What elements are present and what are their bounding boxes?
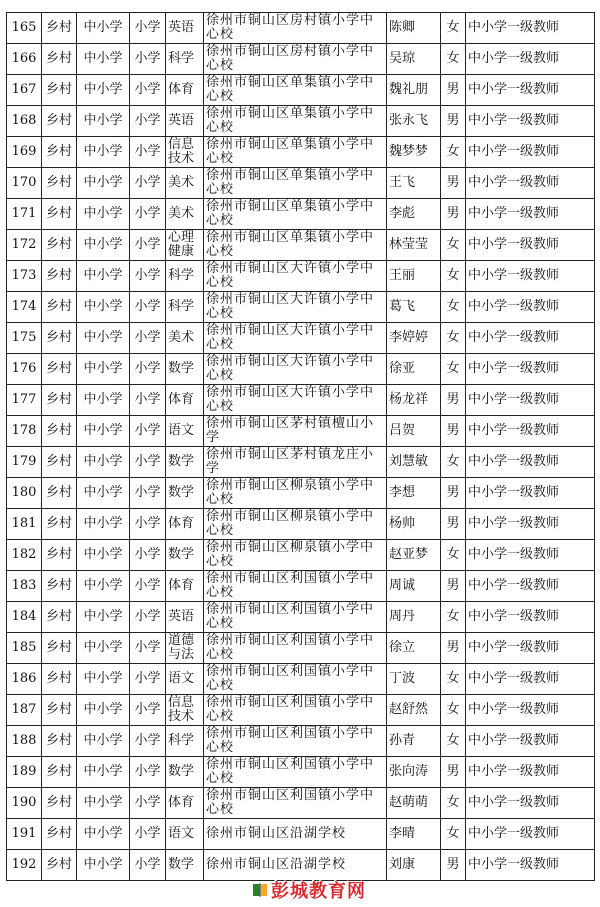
- row-number: 165: [7, 13, 42, 44]
- subject-cell: 美术: [166, 323, 204, 354]
- stage-cell: 小学: [130, 726, 166, 757]
- row-number: 186: [7, 664, 42, 695]
- school-cell: 徐州市铜山区茅村镇檀山小学: [204, 416, 387, 447]
- title-cell: 中小学一级教师: [466, 75, 595, 106]
- gender-cell: 女: [441, 726, 466, 757]
- title-cell: 中小学一级教师: [466, 540, 595, 571]
- table-row: [7, 230, 595, 261]
- row-number: 180: [7, 478, 42, 509]
- level-cell: 中小学: [77, 292, 130, 323]
- level-cell: 中小学: [77, 509, 130, 540]
- row-number: 166: [7, 44, 42, 75]
- area-cell: 乡村: [42, 788, 77, 819]
- gender-cell: 女: [441, 602, 466, 633]
- area-cell: 乡村: [42, 664, 77, 695]
- school-cell: 徐州市铜山区柳泉镇小学中心校: [204, 509, 387, 540]
- stage-cell: 小学: [130, 230, 166, 261]
- school-cell: 徐州市铜山区单集镇小学中心校: [204, 137, 387, 168]
- level-cell: 中小学: [77, 168, 130, 199]
- book-logo-icon: [252, 882, 268, 898]
- table-row: [7, 416, 595, 447]
- gender-cell: 男: [441, 106, 466, 137]
- area-cell: 乡村: [42, 292, 77, 323]
- subject-cell: 数学: [166, 540, 204, 571]
- gender-cell: 女: [441, 44, 466, 75]
- subject-cell: 语文: [166, 416, 204, 447]
- school-cell: 徐州市铜山区单集镇小学中心校: [204, 168, 387, 199]
- school-cell: 徐州市铜山区房村镇小学中心校: [204, 44, 387, 75]
- title-cell: 中小学一级教师: [466, 788, 595, 819]
- name-cell: 李晴: [387, 819, 441, 850]
- stage-cell: 小学: [130, 261, 166, 292]
- name-cell: 李婷婷: [387, 323, 441, 354]
- stage-cell: 小学: [130, 13, 166, 44]
- school-cell: 徐州市铜山区大许镇小学中心校: [204, 261, 387, 292]
- title-cell: 中小学一级教师: [466, 509, 595, 540]
- subject-cell: 美术: [166, 168, 204, 199]
- area-cell: 乡村: [42, 571, 77, 602]
- table-row: [7, 757, 595, 788]
- level-cell: 中小学: [77, 571, 130, 602]
- stage-cell: 小学: [130, 509, 166, 540]
- title-cell: 中小学一级教师: [466, 695, 595, 726]
- subject-cell: 数学: [166, 757, 204, 788]
- subject-cell: 语文: [166, 664, 204, 695]
- area-cell: 乡村: [42, 726, 77, 757]
- table-row: [7, 726, 595, 757]
- gender-cell: 女: [441, 819, 466, 850]
- school-cell: 徐州市铜山区沿湖学校: [204, 850, 387, 881]
- school-cell: 徐州市铜山区利国镇小学中心校: [204, 695, 387, 726]
- title-cell: 中小学一级教师: [466, 757, 595, 788]
- area-cell: 乡村: [42, 44, 77, 75]
- area-cell: 乡村: [42, 106, 77, 137]
- area-cell: 乡村: [42, 416, 77, 447]
- level-cell: 中小学: [77, 664, 130, 695]
- gender-cell: 男: [441, 633, 466, 664]
- subject-cell: 数学: [166, 850, 204, 881]
- table-row: [7, 850, 595, 881]
- subject-cell: 体育: [166, 788, 204, 819]
- level-cell: 中小学: [77, 726, 130, 757]
- title-cell: 中小学一级教师: [466, 385, 595, 416]
- title-cell: 中小学一级教师: [466, 571, 595, 602]
- gender-cell: 女: [441, 540, 466, 571]
- school-cell: 徐州市铜山区单集镇小学中心校: [204, 75, 387, 106]
- table-row: [7, 571, 595, 602]
- school-cell: 徐州市铜山区利国镇小学中心校: [204, 788, 387, 819]
- table-row: [7, 168, 595, 199]
- table-row: [7, 664, 595, 695]
- title-cell: 中小学一级教师: [466, 199, 595, 230]
- school-cell: 徐州市铜山区房村镇小学中心校: [204, 13, 387, 44]
- subject-cell: 科学: [166, 292, 204, 323]
- title-cell: 中小学一级教师: [466, 44, 595, 75]
- table-row: [7, 509, 595, 540]
- subject-cell: 道德与法: [166, 633, 204, 664]
- title-cell: 中小学一级教师: [466, 323, 595, 354]
- school-cell: 徐州市铜山区利国镇小学中心校: [204, 571, 387, 602]
- row-number: 188: [7, 726, 42, 757]
- row-number: 168: [7, 106, 42, 137]
- row-number: 182: [7, 540, 42, 571]
- area-cell: 乡村: [42, 602, 77, 633]
- table-row: [7, 478, 595, 509]
- table-row: [7, 788, 595, 819]
- school-cell: 徐州市铜山区单集镇小学中心校: [204, 106, 387, 137]
- name-cell: 丁波: [387, 664, 441, 695]
- level-cell: 中小学: [77, 478, 130, 509]
- name-cell: 孙青: [387, 726, 441, 757]
- row-number: 184: [7, 602, 42, 633]
- gender-cell: 女: [441, 664, 466, 695]
- gender-cell: 男: [441, 75, 466, 106]
- gender-cell: 女: [441, 261, 466, 292]
- level-cell: 中小学: [77, 757, 130, 788]
- row-number: 190: [7, 788, 42, 819]
- title-cell: 中小学一级教师: [466, 230, 595, 261]
- area-cell: 乡村: [42, 850, 77, 881]
- stage-cell: 小学: [130, 664, 166, 695]
- row-number: 189: [7, 757, 42, 788]
- gender-cell: 男: [441, 509, 466, 540]
- area-cell: 乡村: [42, 323, 77, 354]
- title-cell: 中小学一级教师: [466, 168, 595, 199]
- row-number: 187: [7, 695, 42, 726]
- name-cell: 吴琼: [387, 44, 441, 75]
- gender-cell: 男: [441, 199, 466, 230]
- name-cell: 王丽: [387, 261, 441, 292]
- name-cell: 杨帅: [387, 509, 441, 540]
- title-cell: 中小学一级教师: [466, 106, 595, 137]
- gender-cell: 男: [441, 385, 466, 416]
- stage-cell: 小学: [130, 106, 166, 137]
- gender-cell: 男: [441, 478, 466, 509]
- school-cell: 徐州市铜山区单集镇小学中心校: [204, 230, 387, 261]
- row-number: 174: [7, 292, 42, 323]
- gender-cell: 女: [441, 137, 466, 168]
- watermark: [252, 877, 366, 903]
- subject-cell: 语文: [166, 819, 204, 850]
- title-cell: 中小学一级教师: [466, 13, 595, 44]
- gender-cell: 女: [441, 292, 466, 323]
- school-cell: 徐州市铜山区利国镇小学中心校: [204, 757, 387, 788]
- stage-cell: 小学: [130, 571, 166, 602]
- level-cell: 中小学: [77, 819, 130, 850]
- gender-cell: 女: [441, 447, 466, 478]
- stage-cell: 小学: [130, 199, 166, 230]
- level-cell: 中小学: [77, 13, 130, 44]
- title-cell: 中小学一级教师: [466, 447, 595, 478]
- area-cell: 乡村: [42, 633, 77, 664]
- school-cell: 徐州市铜山区大许镇小学中心校: [204, 385, 387, 416]
- subject-cell: 英语: [166, 106, 204, 137]
- title-cell: 中小学一级教师: [466, 602, 595, 633]
- name-cell: 赵亚梦: [387, 540, 441, 571]
- table-row: [7, 261, 595, 292]
- row-number: 177: [7, 385, 42, 416]
- row-number: 181: [7, 509, 42, 540]
- row-number: 179: [7, 447, 42, 478]
- watermark-text: 彭城教育网: [271, 881, 366, 902]
- row-number: 183: [7, 571, 42, 602]
- gender-cell: 女: [441, 695, 466, 726]
- title-cell: 中小学一级教师: [466, 478, 595, 509]
- table-row: [7, 602, 595, 633]
- table-row: [7, 695, 595, 726]
- row-number: 173: [7, 261, 42, 292]
- area-cell: 乡村: [42, 261, 77, 292]
- school-cell: 徐州市铜山区大许镇小学中心校: [204, 354, 387, 385]
- title-cell: 中小学一级教师: [466, 664, 595, 695]
- table-row: [7, 354, 595, 385]
- name-cell: 葛飞: [387, 292, 441, 323]
- name-cell: 徐亚: [387, 354, 441, 385]
- gender-cell: 女: [441, 354, 466, 385]
- gender-cell: 男: [441, 571, 466, 602]
- subject-cell: 体育: [166, 571, 204, 602]
- level-cell: 中小学: [77, 199, 130, 230]
- stage-cell: 小学: [130, 292, 166, 323]
- table-body: [7, 13, 595, 881]
- name-cell: 张向涛: [387, 757, 441, 788]
- name-cell: 刘康: [387, 850, 441, 881]
- subject-cell: 科学: [166, 44, 204, 75]
- title-cell: 中小学一级教师: [466, 416, 595, 447]
- stage-cell: 小学: [130, 602, 166, 633]
- level-cell: 中小学: [77, 447, 130, 478]
- school-cell: 徐州市铜山区茅村镇龙庄小学: [204, 447, 387, 478]
- area-cell: 乡村: [42, 447, 77, 478]
- subject-cell: 美术: [166, 199, 204, 230]
- stage-cell: 小学: [130, 137, 166, 168]
- name-cell: 魏梦梦: [387, 137, 441, 168]
- table-row: [7, 385, 595, 416]
- table-row: [7, 323, 595, 354]
- teacher-table: [6, 12, 595, 881]
- level-cell: 中小学: [77, 75, 130, 106]
- level-cell: 中小学: [77, 540, 130, 571]
- subject-cell: 英语: [166, 602, 204, 633]
- name-cell: 周诚: [387, 571, 441, 602]
- level-cell: 中小学: [77, 788, 130, 819]
- gender-cell: 男: [441, 757, 466, 788]
- level-cell: 中小学: [77, 323, 130, 354]
- gender-cell: 女: [441, 230, 466, 261]
- table-row: [7, 75, 595, 106]
- stage-cell: 小学: [130, 75, 166, 106]
- row-number: 169: [7, 137, 42, 168]
- stage-cell: 小学: [130, 416, 166, 447]
- level-cell: 中小学: [77, 850, 130, 881]
- row-number: 170: [7, 168, 42, 199]
- subject-cell: 数学: [166, 447, 204, 478]
- level-cell: 中小学: [77, 44, 130, 75]
- stage-cell: 小学: [130, 633, 166, 664]
- subject-cell: 信息技术: [166, 137, 204, 168]
- row-number: 191: [7, 819, 42, 850]
- level-cell: 中小学: [77, 416, 130, 447]
- table-row: [7, 13, 595, 44]
- title-cell: 中小学一级教师: [466, 819, 595, 850]
- name-cell: 陈卿: [387, 13, 441, 44]
- level-cell: 中小学: [77, 354, 130, 385]
- area-cell: 乡村: [42, 478, 77, 509]
- stage-cell: 小学: [130, 323, 166, 354]
- stage-cell: 小学: [130, 447, 166, 478]
- title-cell: 中小学一级教师: [466, 726, 595, 757]
- stage-cell: 小学: [130, 385, 166, 416]
- area-cell: 乡村: [42, 137, 77, 168]
- school-cell: 徐州市铜山区利国镇小学中心校: [204, 664, 387, 695]
- school-cell: 徐州市铜山区大许镇小学中心校: [204, 292, 387, 323]
- gender-cell: 女: [441, 323, 466, 354]
- school-cell: 徐州市铜山区单集镇小学中心校: [204, 199, 387, 230]
- row-number: 178: [7, 416, 42, 447]
- level-cell: 中小学: [77, 261, 130, 292]
- table-row: [7, 44, 595, 75]
- teacher-list-sheet: [6, 12, 594, 881]
- name-cell: 魏礼朋: [387, 75, 441, 106]
- gender-cell: 女: [441, 788, 466, 819]
- area-cell: 乡村: [42, 75, 77, 106]
- school-cell: 徐州市铜山区利国镇小学中心校: [204, 602, 387, 633]
- row-number: 167: [7, 75, 42, 106]
- subject-cell: 心理健康: [166, 230, 204, 261]
- table-row: [7, 540, 595, 571]
- row-number: 192: [7, 850, 42, 881]
- row-number: 171: [7, 199, 42, 230]
- subject-cell: 体育: [166, 385, 204, 416]
- stage-cell: 小学: [130, 44, 166, 75]
- table-row: [7, 199, 595, 230]
- gender-cell: 男: [441, 168, 466, 199]
- table-row: [7, 137, 595, 168]
- area-cell: 乡村: [42, 695, 77, 726]
- stage-cell: 小学: [130, 354, 166, 385]
- table-row: [7, 292, 595, 323]
- stage-cell: 小学: [130, 168, 166, 199]
- school-cell: 徐州市铜山区沿湖学校: [204, 819, 387, 850]
- table-row: [7, 819, 595, 850]
- name-cell: 林莹莹: [387, 230, 441, 261]
- gender-cell: 女: [441, 13, 466, 44]
- subject-cell: 体育: [166, 509, 204, 540]
- subject-cell: 信息技术: [166, 695, 204, 726]
- stage-cell: 小学: [130, 819, 166, 850]
- area-cell: 乡村: [42, 509, 77, 540]
- level-cell: 中小学: [77, 633, 130, 664]
- level-cell: 中小学: [77, 106, 130, 137]
- row-number: 175: [7, 323, 42, 354]
- title-cell: 中小学一级教师: [466, 261, 595, 292]
- table-row: [7, 633, 595, 664]
- title-cell: 中小学一级教师: [466, 354, 595, 385]
- gender-cell: 男: [441, 416, 466, 447]
- school-cell: 徐州市铜山区大许镇小学中心校: [204, 323, 387, 354]
- area-cell: 乡村: [42, 168, 77, 199]
- name-cell: 赵舒然: [387, 695, 441, 726]
- stage-cell: 小学: [130, 850, 166, 881]
- stage-cell: 小学: [130, 695, 166, 726]
- school-cell: 徐州市铜山区柳泉镇小学中心校: [204, 540, 387, 571]
- subject-cell: 科学: [166, 726, 204, 757]
- area-cell: 乡村: [42, 385, 77, 416]
- stage-cell: 小学: [130, 478, 166, 509]
- name-cell: 刘慧敏: [387, 447, 441, 478]
- area-cell: 乡村: [42, 757, 77, 788]
- area-cell: 乡村: [42, 199, 77, 230]
- area-cell: 乡村: [42, 230, 77, 261]
- level-cell: 中小学: [77, 230, 130, 261]
- subject-cell: 数学: [166, 478, 204, 509]
- row-number: 185: [7, 633, 42, 664]
- title-cell: 中小学一级教师: [466, 292, 595, 323]
- subject-cell: 体育: [166, 75, 204, 106]
- name-cell: 周丹: [387, 602, 441, 633]
- stage-cell: 小学: [130, 540, 166, 571]
- school-cell: 徐州市铜山区利国镇小学中心校: [204, 726, 387, 757]
- area-cell: 乡村: [42, 819, 77, 850]
- name-cell: 徐立: [387, 633, 441, 664]
- subject-cell: 英语: [166, 13, 204, 44]
- level-cell: 中小学: [77, 695, 130, 726]
- school-cell: 徐州市铜山区柳泉镇小学中心校: [204, 478, 387, 509]
- name-cell: 李彪: [387, 199, 441, 230]
- name-cell: 李想: [387, 478, 441, 509]
- subject-cell: 数学: [166, 354, 204, 385]
- table-row: [7, 106, 595, 137]
- name-cell: 杨龙祥: [387, 385, 441, 416]
- area-cell: 乡村: [42, 354, 77, 385]
- area-cell: 乡村: [42, 13, 77, 44]
- name-cell: 王飞: [387, 168, 441, 199]
- title-cell: 中小学一级教师: [466, 633, 595, 664]
- area-cell: 乡村: [42, 540, 77, 571]
- row-number: 172: [7, 230, 42, 261]
- title-cell: 中小学一级教师: [466, 137, 595, 168]
- gender-cell: 男: [441, 850, 466, 881]
- subject-cell: 科学: [166, 261, 204, 292]
- name-cell: 张永飞: [387, 106, 441, 137]
- name-cell: 吕贺: [387, 416, 441, 447]
- title-cell: 中小学一级教师: [466, 850, 595, 881]
- table-row: [7, 447, 595, 478]
- level-cell: 中小学: [77, 137, 130, 168]
- stage-cell: 小学: [130, 788, 166, 819]
- name-cell: 赵萌萌: [387, 788, 441, 819]
- level-cell: 中小学: [77, 385, 130, 416]
- school-cell: 徐州市铜山区利国镇小学中心校: [204, 633, 387, 664]
- row-number: 176: [7, 354, 42, 385]
- level-cell: 中小学: [77, 602, 130, 633]
- stage-cell: 小学: [130, 757, 166, 788]
